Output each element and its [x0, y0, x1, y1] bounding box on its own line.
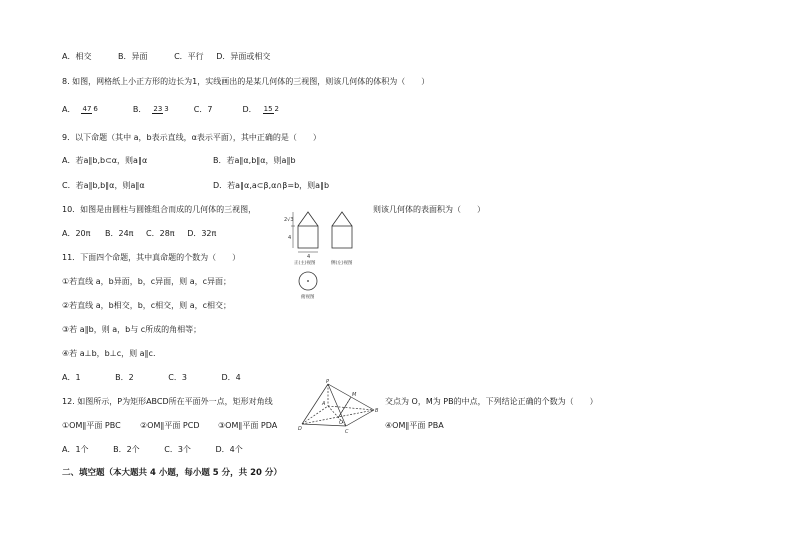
q10-option-c: C．28π	[146, 229, 175, 238]
q8-option-b: B． 23 3	[132, 105, 169, 114]
label-C: C	[345, 429, 349, 435]
q10-three-view-figure	[280, 206, 370, 302]
q10-stem: 10．如图是由圆柱与圆锥组合而成的几何体的三视图，	[62, 205, 257, 214]
q12-statement-1: ①OM∥平面 PBC	[62, 421, 121, 430]
q9-stem: 9．以下命题（其中 a，b表示直线，α表示平面），其中正确的是（ ）	[62, 133, 321, 142]
q12-option-a: A．1个	[62, 445, 89, 454]
label-D: D	[298, 426, 302, 432]
front-view-cylinder	[298, 226, 318, 248]
q11-option-b: B．2	[115, 373, 134, 382]
q11-option-a: A．1	[62, 373, 81, 382]
q9-option-a: A．若a∥b,b⊂α，则a∥α	[62, 156, 148, 165]
q8-stem: 8. 如图，网格纸上小正方形的边长为1，实线画出的是某几何体的三视图，则该几何体的体积为（ ）	[62, 77, 430, 86]
edge-CB	[346, 410, 374, 426]
q12-option-b: B．2个	[113, 445, 140, 454]
q12-statement-3: ③OM∥平面 PDA	[218, 421, 278, 430]
q9-option-b: B．若a∥α,b∥α，则a∥b	[213, 156, 296, 165]
q8-options	[62, 100, 280, 120]
q11-stem: 11．下面四个命题，其中真命题的个数为（ ）	[62, 253, 241, 262]
q7-option-d: D．异面或相交	[216, 52, 271, 61]
top-view-caption: 俯视图	[301, 295, 315, 300]
section-2-heading: 二、填空题（本大题共 4 小题，每小题 5 分，共 20 分）	[62, 468, 282, 478]
q12-option-d: D．4个	[215, 445, 243, 454]
q8-option-a: A． 47 6	[62, 105, 98, 114]
edge-DA	[302, 406, 328, 424]
q7-option-c: C．平行	[174, 52, 204, 61]
q8-option-c: C．7	[193, 105, 213, 114]
q8-a-fraction: 47 6	[82, 105, 98, 113]
q12-statement-2: ②OM∥平面 PCD	[140, 421, 200, 430]
side-view-caption: 侧(左)视图	[331, 261, 353, 266]
q8-d-fraction: 15 2	[263, 105, 280, 113]
q10-options	[62, 229, 216, 239]
dim-height-cylinder: 4	[288, 235, 292, 241]
q7-option-b: B．异面	[118, 52, 148, 61]
edge-PC	[328, 384, 346, 426]
q12-pyramid-figure	[298, 378, 382, 436]
q11-proposition-4: ④若 a⊥b，b⊥c，则 a∥c.	[62, 349, 156, 358]
q10-option-a: A．20π	[62, 229, 91, 238]
q11-options	[62, 373, 241, 383]
label-M: M	[352, 392, 357, 398]
dim-height-cone: 2√3	[284, 217, 294, 223]
edge-AB	[328, 406, 374, 410]
side-view-cylinder	[332, 226, 352, 248]
dim-width: 4	[307, 254, 311, 260]
q12-options	[62, 445, 243, 455]
q7-option-a: A．相交	[62, 52, 92, 61]
q11-proposition-1: ①若直线 a，b异面，b，c异面，则 a，c异面；	[62, 277, 232, 286]
q12-stem-tail: 交点为 O，M为 PB的中点，下列结论正确的个数为（ ）	[385, 397, 598, 406]
q10-stem-tail: 则该几何体的表面积为（ ）	[373, 205, 485, 214]
front-view-caption: 正(主)视图	[294, 261, 316, 266]
q9-option-d: D．若a∥α,a⊂β,α∩β=b，则a∥b	[213, 181, 330, 190]
q8-b-fraction: 23 3	[153, 105, 169, 113]
label-B: B	[375, 408, 379, 414]
q12-stem: 12. 如图所示，P为矩形ABCD所在平面外一点，矩形对角线	[62, 397, 273, 406]
side-view-cone	[332, 212, 352, 226]
front-view-cone	[298, 212, 318, 226]
label-P: P	[326, 379, 330, 385]
q11-proposition-3: ③若 a∥b，则 a，b与 c所成的角相等；	[62, 325, 202, 334]
diagonal-DB	[302, 410, 374, 424]
q12-statement-4: ④OM∥平面 PBA	[385, 421, 444, 430]
q12-option-c: C．3个	[164, 445, 191, 454]
q11-option-c: C．3	[168, 373, 187, 382]
q11-option-d: D．4	[221, 373, 241, 382]
q7-options	[62, 52, 270, 62]
q8-option-d: D． 15 2	[242, 105, 280, 114]
label-A: A	[322, 401, 326, 407]
q9-option-c: C．若a∥b,b∥α，则a∥α	[62, 181, 145, 190]
q11-proposition-2: ②若直线 a，b相交，b，c相交，则 a，c相交；	[62, 301, 232, 310]
q10-option-d: D．32π	[187, 229, 217, 238]
q10-option-b: B．24π	[105, 229, 134, 238]
label-O: O	[339, 420, 343, 426]
